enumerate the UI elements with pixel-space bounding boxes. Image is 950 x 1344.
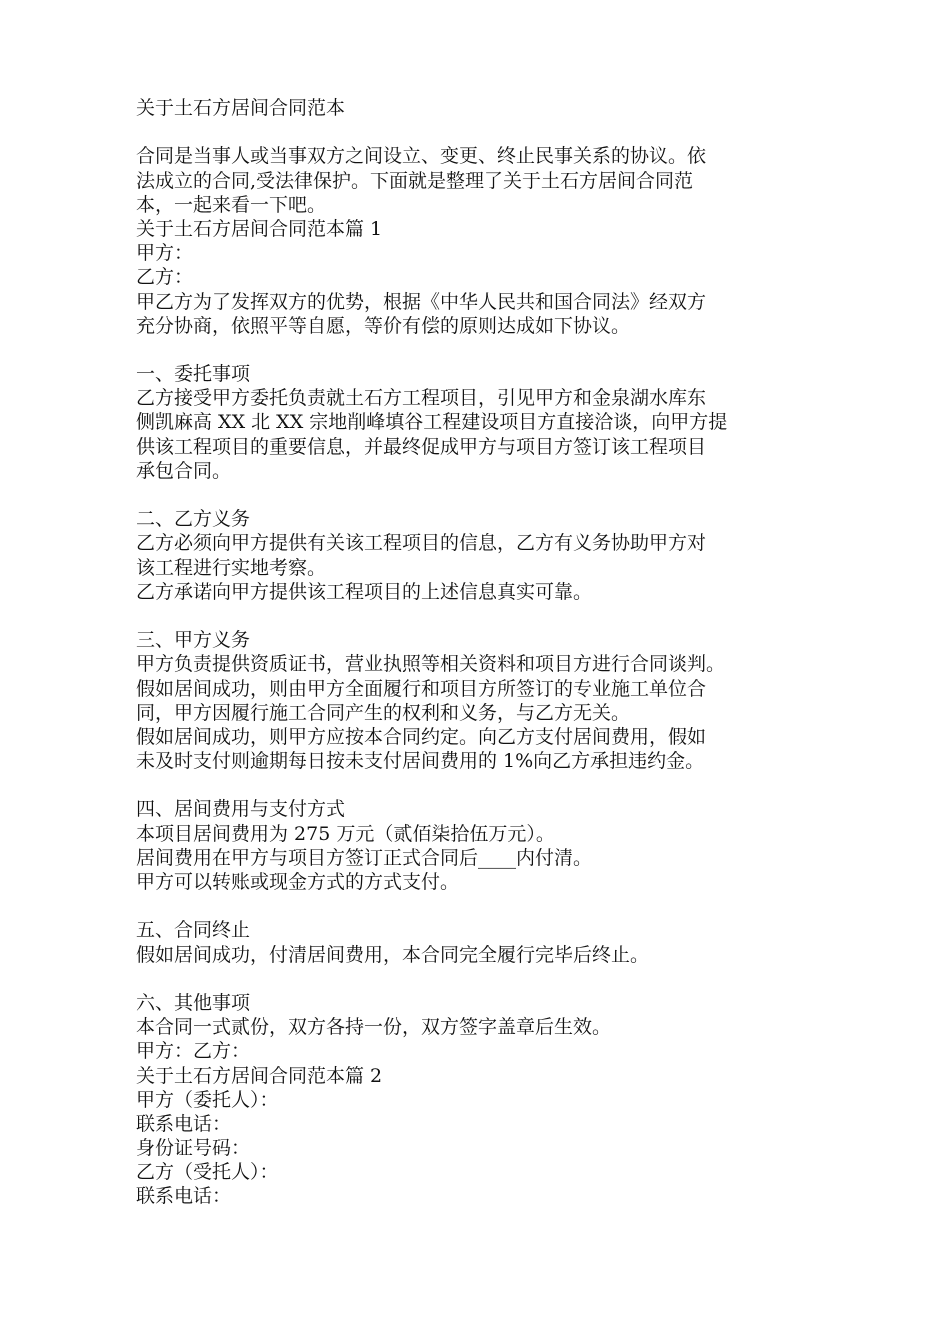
section-line: 供该工程项目的重要信息，并最终促成甲方与项目方签订该工程项目 — [136, 435, 707, 458]
intro-line: 法成立的合同,受法律保护。下面就是整理了关于土石方居间合同范 — [136, 169, 694, 192]
section-line: 假如居间成功，付清居间费用，本合同完全履行完毕后终止。 — [136, 943, 650, 966]
section-line: 假如居间成功，则甲方应按本合同约定。向乙方支付居间费用，假如 — [136, 725, 707, 748]
spacer — [136, 894, 826, 918]
spacer — [136, 120, 826, 144]
section-line: 乙方承诺向甲方提供该工程项目的上述信息真实可靠。 — [136, 580, 593, 603]
document-page — [136, 96, 826, 1209]
spacer — [136, 967, 826, 991]
party-b-label: 乙方： — [136, 266, 194, 289]
section-line: 假如居间成功，则由甲方全面履行和项目方所签订的专业施工单位合 — [136, 677, 707, 700]
part2-line: 联系电话： — [136, 1112, 232, 1135]
section-line: 居间费用在甲方与项目方签订正式合同后____内付清。 — [136, 846, 593, 869]
part2-line: 甲方（委托人）： — [136, 1088, 279, 1111]
section-line: 承包合同。 — [136, 459, 232, 482]
section-heading: 六、其他事项 — [136, 991, 251, 1014]
section-heading: 三、甲方义务 — [136, 629, 251, 652]
section-heading: 五、合同终止 — [136, 919, 251, 942]
section-heading: 一、委托事项 — [136, 363, 251, 386]
section-line: 乙方接受甲方委托负责就土石方工程项目，引见甲方和金泉湖水库东 — [136, 387, 707, 410]
section-line: 甲方：乙方： — [136, 1040, 251, 1063]
section-line: 乙方必须向甲方提供有关该工程项目的信息，乙方有义务协助甲方对 — [136, 532, 707, 555]
document-title: 关于土石方居间合同范本 — [136, 97, 346, 119]
intro-line: 本，一起来看一下吧。 — [136, 193, 327, 216]
part2-line: 联系电话： — [136, 1185, 232, 1208]
section-heading: 二、乙方义务 — [136, 508, 251, 531]
spacer — [136, 483, 826, 507]
preamble-line: 充分协商，依照平等自愿，等价有偿的原则达成如下协议。 — [136, 314, 631, 337]
section-line: 侧凯麻高 XX 北 XX 宗地削峰填谷工程建设项目方直接洽谈，向甲方提 — [136, 411, 728, 434]
part2-line: 身份证号码： — [136, 1137, 251, 1160]
spacer — [136, 338, 826, 362]
part2-heading: 关于土石方居间合同范本篇 2 — [136, 1064, 383, 1087]
section-line: 本项目居间费用为 275 万元（贰佰柒拾伍万元）。 — [136, 822, 555, 845]
party-a-label: 甲方： — [136, 242, 194, 265]
section-line: 甲方可以转账或现金方式的方式支付。 — [136, 871, 460, 893]
spacer — [136, 604, 826, 628]
part1-heading: 关于土石方居间合同范本篇 1 — [136, 217, 383, 240]
section-line: 未及时支付则逾期每日按未支付居间费用的 1%向乙方承担违约金。 — [136, 750, 705, 773]
section-heading: 四、居间费用与支付方式 — [136, 798, 346, 821]
section-line: 该工程进行实地考察。 — [136, 556, 327, 579]
spacer — [136, 773, 826, 797]
preamble-line: 甲乙方为了发挥双方的优势，根据《中华人民共和国合同法》经双方 — [136, 290, 707, 313]
section-line: 甲方负责提供资质证书，营业执照等相关资料和项目方进行合同谈判。 — [136, 653, 726, 676]
section-line: 同，甲方因履行施工合同产生的权利和义务，与乙方无关。 — [136, 701, 631, 724]
part2-line: 乙方（受托人）： — [136, 1161, 279, 1184]
intro-line: 合同是当事人或当事双方之间设立、变更、终止民事关系的协议。依 — [136, 145, 707, 168]
section-line: 本合同一式贰份，双方各持一份，双方签字盖章后生效。 — [136, 1016, 612, 1039]
